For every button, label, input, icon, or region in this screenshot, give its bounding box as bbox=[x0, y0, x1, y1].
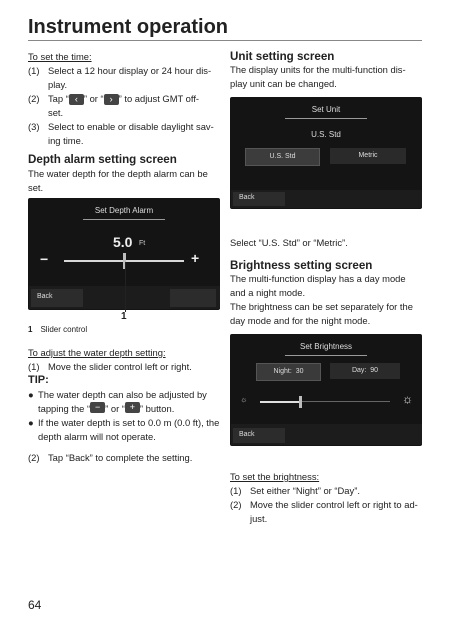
brightness-screen bbox=[230, 334, 422, 446]
brightness-heading: Brightness setting screen bbox=[230, 259, 373, 272]
depth-heading: Depth alarm setting screen bbox=[28, 153, 177, 166]
back-button[interactable]: Back bbox=[233, 192, 285, 206]
dim-sun-icon: ☼ bbox=[240, 395, 248, 404]
brightness-slider-fill bbox=[260, 401, 300, 403]
unit-screen-title: Set Unit bbox=[311, 105, 341, 114]
page-number: 64 bbox=[28, 598, 42, 612]
unit-desc: The display units for the multi-function dis- play unit can be changed. bbox=[230, 64, 406, 89]
back-button[interactable]: Back bbox=[31, 289, 83, 307]
brightness-screen-title: Set Brightness bbox=[299, 342, 353, 351]
title-rule bbox=[28, 40, 422, 41]
brightness-desc: The multi-function display has a day mode and a night mode. The brightness can be set separately for the day mode and for the night mode. bbox=[230, 273, 413, 326]
unit-current: U.S. Std bbox=[311, 130, 341, 139]
depth-desc: The water depth for the depth alarm can be set. bbox=[28, 168, 208, 193]
adjust-section: To adjust the water depth setting: (1) Move the slider control left or right. bbox=[28, 347, 192, 372]
unit-heading: Unit setting screen bbox=[230, 50, 335, 63]
plus-icon: + bbox=[125, 402, 140, 413]
day-button[interactable]: Day: 90 bbox=[330, 363, 400, 379]
set-time-title: To set the time: bbox=[28, 51, 92, 62]
tip-bullets: ● The water depth can also be adjusted by tapping the “ − ” or “ + ” button. ● If the water depth is set to 0.0 m (0.0 ft), the depth alarm will not operate. bbox=[28, 389, 220, 442]
chevron-right-icon: › bbox=[104, 94, 119, 105]
unit-screen bbox=[230, 97, 422, 209]
back-button[interactable]: Back bbox=[233, 428, 285, 443]
tip-label: TIP: bbox=[28, 374, 49, 386]
night-button[interactable]: Night: 30 bbox=[256, 363, 321, 381]
depth-alarm-screen bbox=[28, 198, 220, 310]
bright-sun-icon: ☼ bbox=[402, 392, 413, 406]
set-brightness-section: To set the brightness: (1) Set either “Night” or “Day”. (2) Move the slider control left or right to ad- just. bbox=[230, 471, 418, 524]
depth-value: 5.0 bbox=[113, 234, 133, 250]
minus-button[interactable]: − bbox=[40, 251, 49, 267]
page-title: Instrument operation bbox=[28, 16, 229, 38]
brightness-slider-thumb[interactable] bbox=[299, 396, 302, 408]
select-text: Select “U.S. Std” or “Metric”. bbox=[230, 237, 348, 248]
figure-caption: 1 Slider control bbox=[28, 325, 88, 334]
callout-1: 1 bbox=[121, 311, 127, 322]
depth-unit: Ft bbox=[139, 240, 146, 247]
chevron-left-icon: ‹ bbox=[69, 94, 84, 105]
minus-icon: − bbox=[90, 402, 105, 413]
blank-button bbox=[170, 289, 216, 307]
callout-line bbox=[125, 262, 126, 312]
us-std-button[interactable]: U.S. Std bbox=[245, 148, 320, 166]
set-time-section: To set the time: (1) Select a 12 hour display or 24 hour dis- play. (2) Tap “ ‹ ” or “ › ” to adjust GMT off- set. (3) Select to enable or disable daylight sav- ing time. bbox=[28, 50, 224, 148]
step2-row: (2) Tap “Back” to complete the setting. bbox=[28, 452, 193, 463]
metric-button[interactable]: Metric bbox=[330, 148, 406, 164]
depth-screen-title: Set Depth Alarm bbox=[94, 206, 154, 215]
plus-button[interactable]: + bbox=[191, 250, 200, 266]
